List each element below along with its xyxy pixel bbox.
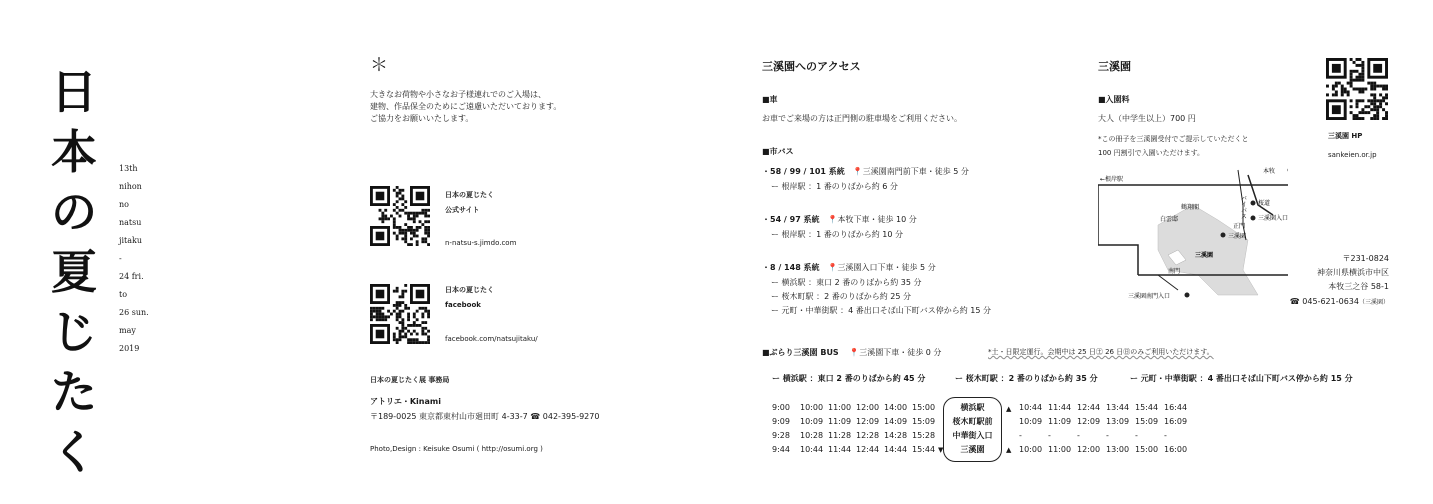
- meta-line: no: [119, 200, 129, 209]
- title-calligraphy: [48, 62, 100, 482]
- phone-note: （三溪園）: [1358, 299, 1389, 306]
- discount-note-1: *この冊子を三溪園受付でご提示していただくと: [1098, 135, 1249, 143]
- title-char: の: [51, 185, 97, 239]
- discount-note-2: 100 円割引で入園いただけます。: [1098, 149, 1205, 157]
- phone-number: ☎ 045-621-0634: [1289, 297, 1359, 306]
- bus-stop-icon: 📍: [827, 263, 838, 272]
- timetable-left-row: 9:28 10:28 11:28 12:28 14:28 15:28: [772, 431, 936, 440]
- route-sub: ー 根岸駅 ：1 番のりばから約 10 分: [771, 230, 903, 239]
- qr-site-text: [445, 190, 494, 215]
- route-stop: 本牧下車・徒歩 10 分: [837, 215, 917, 224]
- route-stop: 三溪園入口下車・徒歩 5 分: [837, 263, 936, 272]
- route-line: ・54 / 97 系統: [762, 215, 820, 224]
- meta-line: 26 sun.: [119, 308, 149, 317]
- meta-line: 24 fri.: [119, 272, 144, 281]
- meta-line: jitaku: [119, 236, 143, 245]
- arrow-up-icon: ▲: [1006, 405, 1012, 413]
- route-stop: 三溪園南門前下車・徒歩 5 分: [862, 167, 969, 176]
- map-label-kakushokaku: 鶴翔閣: [1181, 204, 1200, 211]
- qr-fb-title: 日本の夏じたく: [445, 286, 494, 294]
- map-label-seimon: 正門: [1233, 223, 1246, 230]
- route-sub: ー 根岸駅 ：1 番のりばから約 6 分: [771, 182, 898, 191]
- timetable-right-row: 10:09 11:09 12:09 13:09 15:09 16:09: [1019, 417, 1188, 426]
- postal-code: 〒231-0824: [1342, 254, 1389, 263]
- pin-sankeien-icon: [1221, 233, 1226, 238]
- notice-text: [370, 89, 561, 125]
- meta-line: 13th: [119, 164, 138, 173]
- office-heading: 日本の夏じたく展 事務局: [370, 376, 450, 384]
- qr-code-sankeien-hp[interactable]: [1326, 58, 1388, 120]
- timetable-right-row: - - - - - -: [1019, 431, 1167, 440]
- qr-fb-subtitle: facebook: [445, 301, 481, 309]
- qr-fb-url[interactable]: facebook.com/natsujitaku/: [445, 335, 538, 343]
- pin-honmoku-icon: [1288, 168, 1289, 173]
- map-label-minamimon: 南門: [1168, 268, 1181, 275]
- route-sub: ー 横浜駅 ：東口 2 番のりばから約 35 分: [771, 278, 922, 287]
- notice-line: ご協力をお願いいたします。: [370, 114, 474, 123]
- route-1: [762, 166, 969, 193]
- road: [1248, 175, 1273, 215]
- title-char: 夏: [51, 245, 97, 299]
- road: [1098, 185, 1138, 275]
- notice-line: 建物、作品保全のためにご遠慮いただいております。: [370, 102, 562, 111]
- map-label-hakuunde: 白雲邸: [1160, 216, 1179, 223]
- office-address: 〒189-0025 東京都東村山市廻田町 4-33-7 ☎ 042-395-9270: [370, 412, 600, 421]
- meta-line: may: [119, 326, 136, 335]
- notice-line: 大きなお荷物や小さなお子様連れでのご入場は、: [370, 90, 546, 99]
- road: [1158, 275, 1178, 290]
- burari-line-motomachi: ー 元町・中華街駅 ：4 番出口そば山下町バス停から約 15 分: [1130, 374, 1353, 383]
- burari-row: [762, 347, 941, 359]
- route-line: ・8 / 148 系統: [762, 263, 820, 272]
- station-name: 横浜駅: [960, 403, 985, 412]
- map-label-sakuramichi: 桜道: [1258, 200, 1271, 207]
- meta-line: nihon: [119, 182, 142, 191]
- arrow-down-icon: ▼: [938, 446, 944, 454]
- qr-site-url[interactable]: n-natsu-s.jimdo.com: [445, 239, 517, 247]
- meta-line: to: [119, 290, 128, 299]
- office-name: アトリエ・Kinami: [370, 397, 441, 406]
- burari-line-yokohama: ー 横浜駅 ：東口 2 番のりばから約 45 分: [772, 374, 926, 383]
- station-name: 中華街入口: [952, 431, 993, 440]
- bus-heading: ■市バス: [762, 147, 794, 156]
- car-text: お車でご来場の方は正門側の駐車場をご利用ください。: [762, 114, 962, 123]
- qr-code-facebook[interactable]: [370, 284, 430, 344]
- qr-code-official-site[interactable]: [370, 186, 430, 246]
- access-heading: 三溪園へのアクセス: [762, 60, 861, 73]
- qr-site-subtitle: 公式サイト: [445, 206, 480, 214]
- title-char: た: [51, 365, 97, 419]
- arrow-up-icon: ▲: [1006, 446, 1012, 454]
- bus-stop-icon: 📍: [827, 215, 838, 224]
- pin-entrance-icon: [1251, 216, 1256, 221]
- pin-sakuramichi-icon: [1251, 201, 1256, 206]
- event-meta: [119, 160, 149, 358]
- access-map: [1098, 165, 1288, 305]
- burari-heading: ■ぶらり三溪園 BUS: [762, 348, 839, 357]
- bus-stop-icon: 📍: [852, 167, 863, 176]
- route-3: [762, 262, 991, 317]
- burari-line-sakuragicho: ー 桜木町駅 ：2 番のりばから約 35 分: [955, 374, 1098, 383]
- title-char: 日: [51, 65, 97, 119]
- route-sub: ー 桜木町駅 ：2 番のりばから約 25 分: [771, 292, 911, 301]
- address-line-1: 神奈川県横浜市中区: [1317, 268, 1389, 277]
- timetable-left-row: 9:09 10:09 11:09 12:09 14:09 15:09: [772, 417, 936, 426]
- timetable-right-row: 10:44 11:44 12:44 13:44 15:44 16:44: [1019, 403, 1188, 412]
- qr-fb-text: [445, 285, 494, 310]
- pin-minamimon-icon: [1185, 293, 1190, 298]
- map-label-negishi: ←根岸駅: [1100, 176, 1124, 183]
- map-label-honmoku: 本牧: [1263, 168, 1276, 175]
- asterisk-mark: ＊: [370, 55, 388, 76]
- burari-note: *土・日限定運行。会期中は 25 日㊏ 26 日㊐のみご利用いただけます。: [988, 348, 1214, 356]
- bus-stop-icon: 📍: [849, 348, 860, 357]
- timetable-left-row: 9:44 10:44 11:44 12:44 14:44 15:44: [772, 445, 936, 454]
- station-name: 桜木町駅前: [952, 417, 993, 426]
- station-name: 三溪園: [960, 445, 985, 454]
- title-char: く: [51, 425, 97, 479]
- address-line-2: 本牧三之谷 58-1: [1328, 282, 1389, 291]
- map-label-sankeien-pin: 三溪園: [1228, 233, 1247, 240]
- map-label-entrance: 三溪園入口: [1258, 215, 1288, 222]
- map-label-sankeien-center: 三溪園: [1195, 252, 1214, 259]
- meta-line: 2019: [119, 344, 140, 353]
- design-credit: Photo,Design : Keisuke Osumi ( http://osumi.org ): [370, 445, 543, 453]
- fee-heading: ■入園料: [1098, 95, 1130, 104]
- fee-amount: 大人（中学生以上）700 円: [1098, 114, 1196, 123]
- sankeien-hp-url[interactable]: sankeien.or.jp: [1328, 151, 1377, 159]
- sankeien-hp-label: 三溪園 HP: [1328, 132, 1363, 140]
- map-label-bypass: バイパス: [1239, 195, 1247, 219]
- phone-line: [1290, 296, 1389, 309]
- station-box: [943, 397, 1002, 462]
- timetable-right-row: 10:00 11:00 12:00 13:00 15:00 16:00: [1019, 445, 1188, 454]
- map-label-minamimon-mae: 三溪園南門入口: [1128, 293, 1171, 300]
- route-2: [762, 214, 917, 241]
- title-char: じ: [51, 305, 97, 359]
- timetable-left-row: 9:00 10:00 11:00 12:00 14:00 15:00: [772, 403, 936, 412]
- sankeien-heading: 三溪園: [1098, 60, 1131, 73]
- qr-site-title: 日本の夏じたく: [445, 191, 494, 199]
- route-sub: ー 元町・中華街駅 ：4 番出口そば山下町バス停から約 15 分: [771, 306, 991, 315]
- meta-line: -: [119, 254, 122, 263]
- route-line: ・58 / 99 / 101 系統: [762, 167, 845, 176]
- burari-stop: 三溪園下車・徒歩 0 分: [859, 348, 942, 357]
- car-heading: ■車: [762, 95, 778, 104]
- title-char: 本: [51, 125, 97, 179]
- meta-line: natsu: [119, 218, 142, 227]
